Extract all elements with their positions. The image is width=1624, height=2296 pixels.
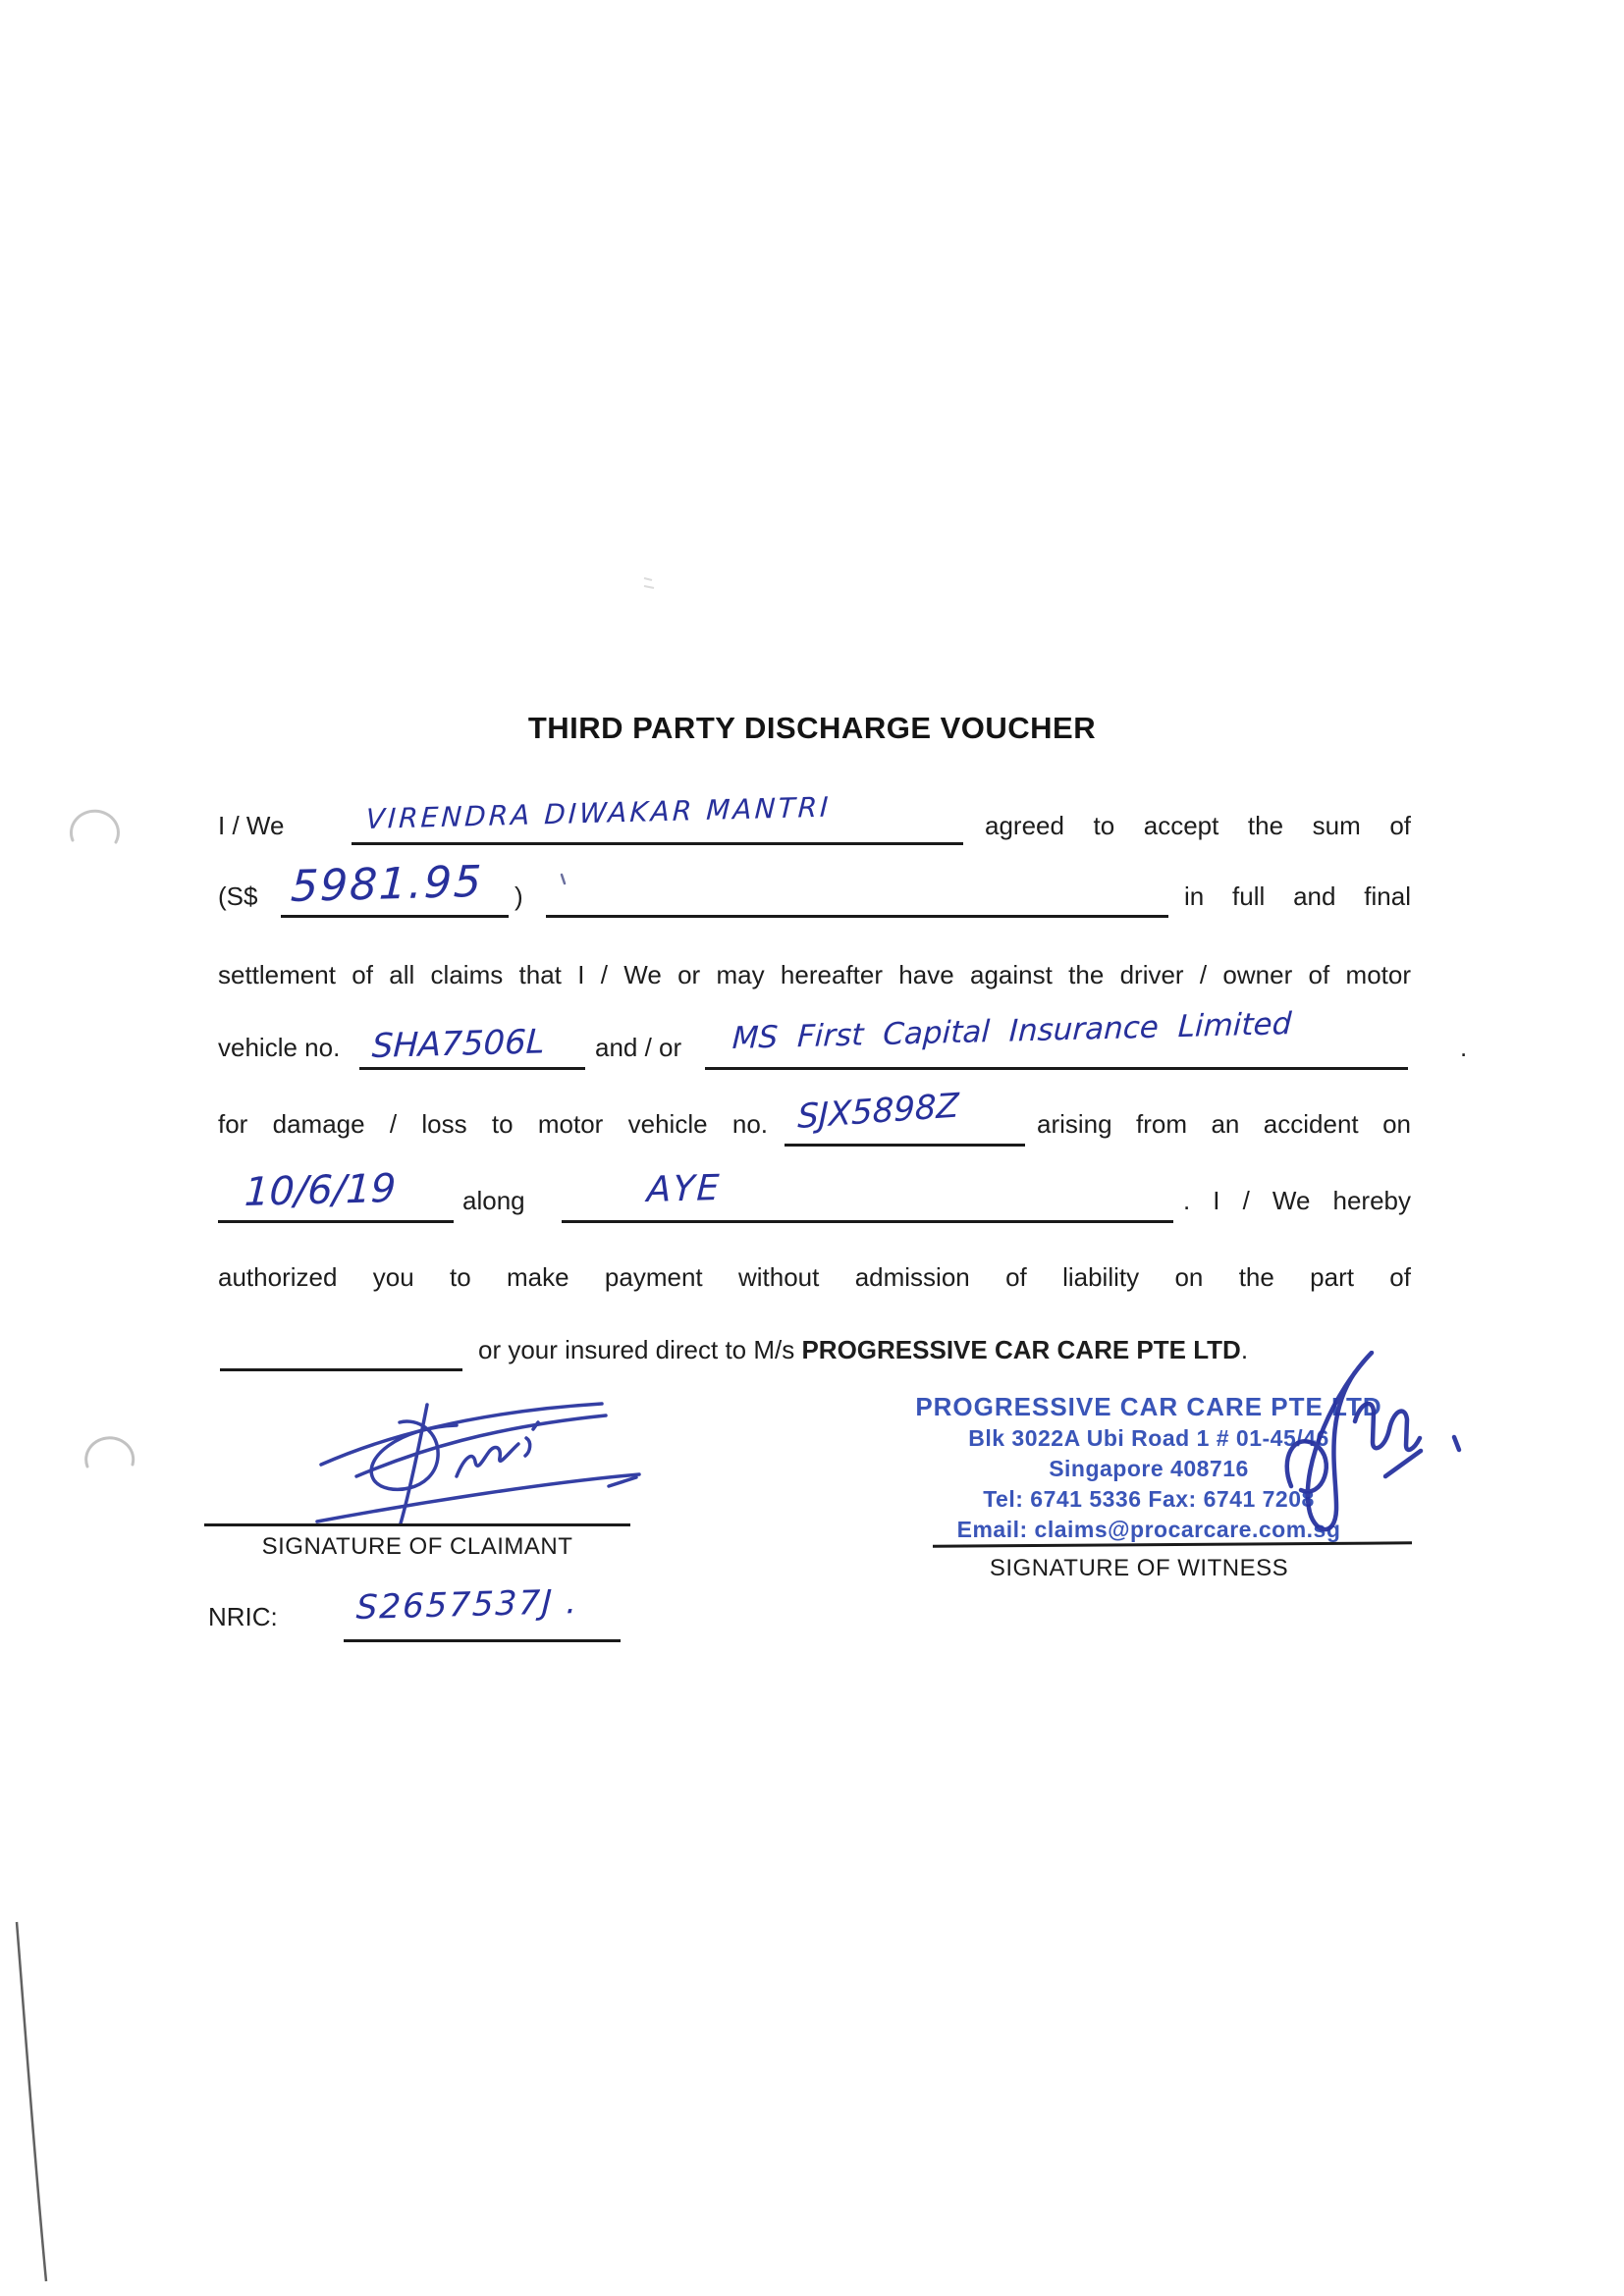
claimant-signature-label: SIGNATURE OF CLAIMANT: [261, 1533, 573, 1560]
stamp-tel-fax: Tel: 6741 5336 Fax: 6741 7208: [983, 1486, 1315, 1512]
line2-close-paren: ): [514, 881, 523, 911]
line2-suffix: in full and final: [1184, 881, 1411, 911]
line8-period: .: [1240, 1335, 1249, 1364]
punch-hole-mark: [79, 1419, 139, 1476]
line5-prefix: for damage / loss to motor vehicle no.: [218, 1109, 768, 1139]
line4-period: .: [1460, 1033, 1468, 1062]
date-field-value: 10/6/19: [244, 1165, 398, 1215]
vehicle1-field-underline: [359, 1067, 585, 1070]
blank-field2-underline: [220, 1368, 462, 1371]
document-title: THIRD PARTY DISCHARGE VOUCHER: [527, 711, 1097, 745]
line1-prefix: I / We: [218, 811, 285, 840]
amount-field-value: 5981.95: [290, 856, 485, 912]
line8-text: [478, 1335, 1248, 1365]
insurer-field-underline: [705, 1067, 1408, 1070]
witness-signature: [1262, 1351, 1478, 1557]
line5-suffix: arising from an accident on: [1037, 1109, 1411, 1139]
claimant-signature-line: [204, 1523, 630, 1526]
amount-field-underline: [281, 915, 509, 918]
line2-prefix: (S$: [218, 881, 258, 911]
line4-prefix: vehicle no.: [218, 1033, 341, 1062]
stamp-email: Email: claims@procarcare.com.sg: [956, 1517, 1341, 1542]
line4-mid: and / or: [595, 1033, 682, 1062]
road-field-underline: [562, 1220, 1173, 1223]
line3-text: settlement of all claims that I / We or may hereafter have against the driver / owner of motor: [218, 960, 1411, 989]
scan-artifact: [640, 572, 664, 596]
vehicle1-field-value: SHA7506L: [371, 1022, 546, 1066]
vehicle2-field-underline: [785, 1144, 1025, 1147]
date-field-underline: [218, 1220, 454, 1223]
claimant-signature: [309, 1396, 653, 1533]
pen-mark: [556, 872, 569, 889]
stamp-company-name: PROGRESSIVE CAR CARE PTE LTD: [915, 1392, 1382, 1421]
line6-suffix: . I / We hereby: [1183, 1186, 1411, 1215]
name-field-underline: [352, 842, 963, 845]
punch-hole-mark: [63, 795, 124, 852]
nric-label: NRIC:: [208, 1602, 278, 1631]
road-field-value: AYE: [646, 1167, 723, 1210]
line6-mid: along: [462, 1186, 525, 1215]
stamp-address-line1: Blk 3022A Ubi Road 1 # 01-45/46: [968, 1425, 1329, 1451]
vehicle2-field-value: SJX5898Z: [797, 1086, 960, 1137]
scan-scratch-mark: [5, 1912, 64, 2295]
name-field-value: VIRENDRA DIWAKAR MANTRI: [365, 790, 833, 835]
blank-field-underline: [546, 915, 1168, 918]
line8-company: PROGRESSIVE CAR CARE PTE LTD: [801, 1335, 1241, 1364]
line8-prefix: or your insured direct to M/s: [478, 1335, 802, 1364]
nric-field-underline: [344, 1639, 621, 1642]
line7-text: authorized you to make payment without admission of liability on the part of: [218, 1262, 1411, 1292]
nric-field-value: S2657537J .: [355, 1582, 580, 1628]
insurer-field-value: MS First Capital Insurance Limited: [731, 1006, 1293, 1056]
witness-signature-label: SIGNATURE OF WITNESS: [989, 1555, 1289, 1581]
line1-suffix: agreed to accept the sum of: [985, 811, 1411, 840]
stamp-address-line2: Singapore 408716: [1049, 1456, 1249, 1481]
